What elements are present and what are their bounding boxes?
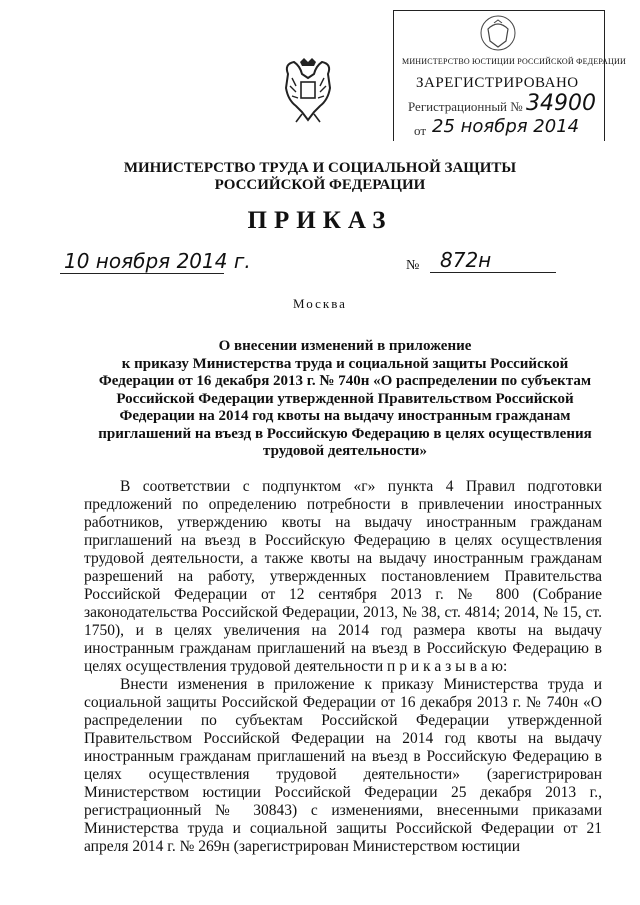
subject-line: приглашений на въезд в Российскую Федерацию в целях осуществления bbox=[98, 425, 592, 442]
body-paragraph: В соответствии с подпунктом «г» пункта 4 Правил подготовки предложений по определению потребности в привлечении иностранных работников, утверждению квоты на выдачу иностранным гражданам приглашений на въезд в Российскую Федерацию в целях осуществления трудовой деятельности, а также квоты на выдачу иностранным гражданам разрешений на работу, утвержденных постановлением Правительства Российской Федерации от 12 сентября 2013 г. № 800 (Собрание законодательства Российской Федерации, 2013, № 38, ст. 4814; 2014, № 15, ст. 1750), и в целях увеличения на 2014 год размера квоты на выдачу иностранным гражданам приглашений на въезд в Российскую Федерацию в целях осуществления трудовой деятельности п р и к а з ы в а ю: bbox=[84, 478, 602, 675]
coat-of-arms-icon bbox=[280, 56, 336, 126]
subject-line: к приказу Министерства труда и социальной защиты Российской bbox=[121, 355, 569, 372]
order-number: 872н bbox=[430, 248, 556, 273]
order-number-label: № bbox=[406, 258, 420, 273]
body-paragraph: Внести изменения в приложение к приказу Министерства труда и социальной защиты Российской Федерации от 16 декабря 2013 г. № 740н «О распределении по субъектам Российской Федерации утвержденной Правительством Российской Федерации на 2014 год квоты на выдачу иностранным гражданам приглашений на въезд в Российскую Федерацию в целях осуществления трудовой деятельности» (зарегистрирован Министерством юстиции Российской Федерации 25 декабря 2013 г., регистрационный № 30843) с изменениями, внесенными приказами Министерства труда и социальной защиты Российской Федерации от 21 апреля 2014 г. № 269н (зарегистрирован Министерством юстиции bbox=[84, 676, 602, 855]
document-type: ПРИКАЗ bbox=[247, 207, 393, 234]
stamp-ministry-name: МИНИСТЕРСТВО ЮСТИЦИИ РОССИЙСКОЙ ФЕДЕРАЦИИ bbox=[402, 57, 626, 66]
subject-line: трудовой деятельности» bbox=[263, 443, 427, 459]
subject-line: Российской Федерации утвержденной Правительством Российской bbox=[116, 390, 574, 407]
stamp-reg-label: Регистрационный № bbox=[408, 99, 523, 114]
order-body bbox=[84, 478, 602, 856]
stamp-reg-number: 34900 bbox=[526, 91, 596, 116]
subject-line: Федерации от 16 декабря 2013 г. № 740н «О распределении по субъектам bbox=[98, 373, 592, 389]
stamp-registered: ЗАРЕГИСТРИРОВАНО bbox=[416, 75, 579, 91]
stamp-date-value: 25 ноября 2014 bbox=[432, 116, 580, 137]
order-subject bbox=[90, 338, 600, 461]
order-date: 10 ноября 2014 г. bbox=[60, 249, 224, 274]
stamp-seal-icon bbox=[478, 13, 518, 53]
ministry-title-line1: МИНИСТЕРСТВО ТРУДА И СОЦИАЛЬНОЙ ЗАЩИТЫ bbox=[123, 160, 517, 176]
subject-line: О внесении изменений в приложение bbox=[218, 338, 472, 354]
registration-stamp bbox=[393, 10, 626, 141]
city: Москва bbox=[293, 296, 347, 311]
ministry-title-line2: РОССИЙСКОЙ ФЕДЕРАЦИИ bbox=[214, 177, 426, 193]
subject-line: Федерации на 2014 год квоты на выдачу иностранным гражданам bbox=[119, 408, 571, 424]
stamp-date-prefix: от bbox=[414, 123, 427, 138]
ministry-title bbox=[0, 160, 640, 194]
